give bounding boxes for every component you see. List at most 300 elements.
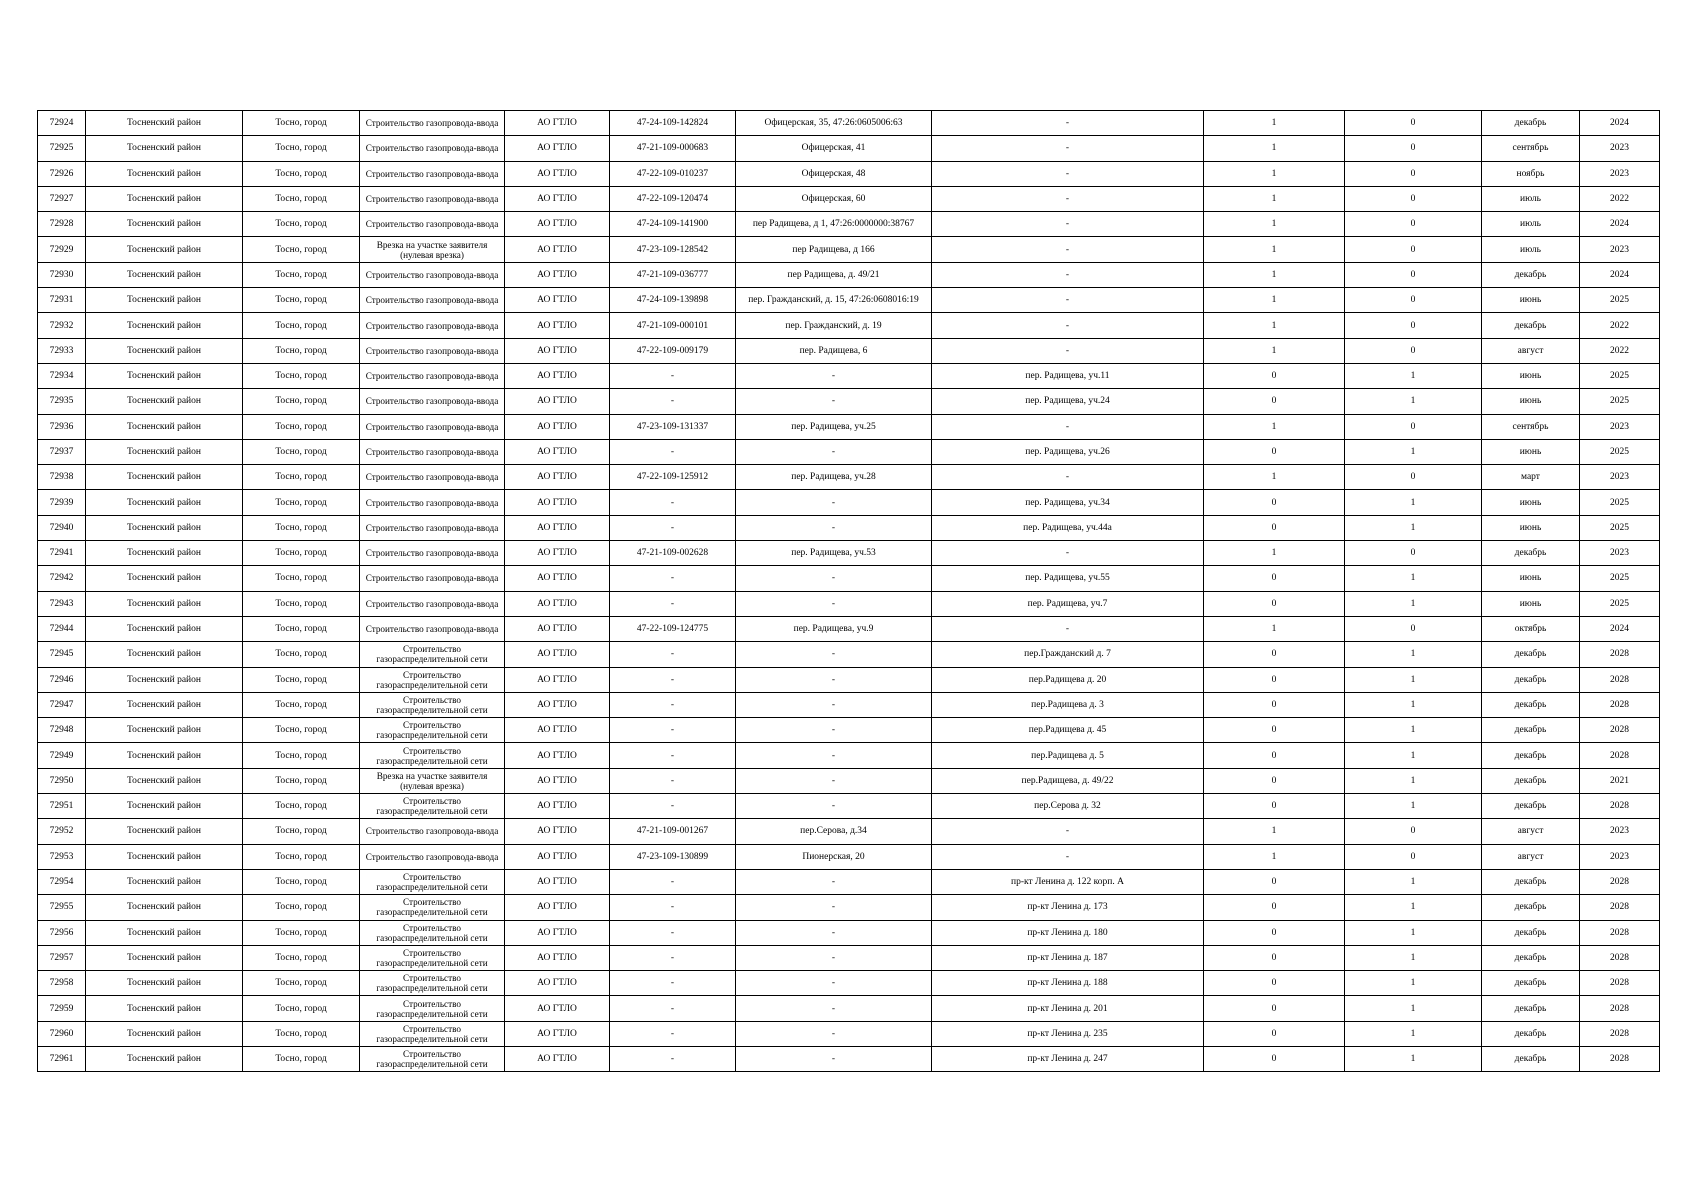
month-cell: июнь <box>1482 288 1580 313</box>
year-cell: 2025 <box>1580 288 1660 313</box>
table-row <box>38 313 1660 338</box>
work-type-cell: Строительство газораспределительной сети <box>360 996 505 1021</box>
organization-cell: АО ГТЛО <box>505 313 610 338</box>
table-row <box>38 920 1660 945</box>
organization-cell: АО ГТЛО <box>505 844 610 869</box>
count-b-cell: 0 <box>1345 111 1482 136</box>
count-b-cell: 1 <box>1345 566 1482 591</box>
object-address-cell: пер. Радищева, уч.53 <box>736 541 932 566</box>
count-a-cell: 0 <box>1204 389 1345 414</box>
locality-cell: Тосно, город <box>243 237 360 262</box>
count-b-cell: 1 <box>1345 971 1482 996</box>
year-cell: 2028 <box>1580 945 1660 970</box>
table-row <box>38 945 1660 970</box>
row-number-cell: 72953 <box>38 844 86 869</box>
organization-cell: АО ГТЛО <box>505 743 610 768</box>
row-number-cell: 72947 <box>38 692 86 717</box>
row-number-cell: 72959 <box>38 996 86 1021</box>
row-number-cell: 72952 <box>38 819 86 844</box>
application-number-cell: - <box>610 642 736 667</box>
object-address-cell: - <box>736 996 932 1021</box>
work-type-cell: Строительство газопровода-ввода <box>360 288 505 313</box>
site-address-cell: пр-кт Ленина д. 247 <box>932 1046 1204 1071</box>
row-number-cell: 72955 <box>38 895 86 920</box>
district-cell: Тосненский район <box>86 465 243 490</box>
year-cell: 2028 <box>1580 895 1660 920</box>
object-address-cell: - <box>736 642 932 667</box>
month-cell: декабрь <box>1482 718 1580 743</box>
organization-cell: АО ГТЛО <box>505 945 610 970</box>
locality-cell: Тосно, город <box>243 895 360 920</box>
row-number-cell: 72938 <box>38 465 86 490</box>
organization-cell: АО ГТЛО <box>505 136 610 161</box>
year-cell: 2028 <box>1580 667 1660 692</box>
count-a-cell: 1 <box>1204 237 1345 262</box>
locality-cell: Тосно, город <box>243 794 360 819</box>
site-address-cell: пр-кт Ленина д. 188 <box>932 971 1204 996</box>
month-cell: декабрь <box>1482 794 1580 819</box>
object-address-cell: пер. Радищева, уч.9 <box>736 616 932 641</box>
table-row <box>38 844 1660 869</box>
table-row <box>38 212 1660 237</box>
row-number-cell: 72943 <box>38 591 86 616</box>
year-cell: 2023 <box>1580 237 1660 262</box>
count-a-cell: 1 <box>1204 136 1345 161</box>
month-cell: декабрь <box>1482 262 1580 287</box>
object-address-cell: - <box>736 389 932 414</box>
object-address-cell: - <box>736 743 932 768</box>
row-number-cell: 72925 <box>38 136 86 161</box>
year-cell: 2024 <box>1580 616 1660 641</box>
work-type-cell: Строительство газопровода-ввода <box>360 363 505 388</box>
year-cell: 2021 <box>1580 768 1660 793</box>
table-row <box>38 237 1660 262</box>
month-cell: декабрь <box>1482 945 1580 970</box>
table-row <box>38 591 1660 616</box>
count-a-cell: 0 <box>1204 692 1345 717</box>
organization-cell: АО ГТЛО <box>505 515 610 540</box>
organization-cell: АО ГТЛО <box>505 212 610 237</box>
count-b-cell: 0 <box>1345 136 1482 161</box>
year-cell: 2023 <box>1580 414 1660 439</box>
month-cell: июнь <box>1482 389 1580 414</box>
table-row <box>38 1046 1660 1071</box>
locality-cell: Тосно, город <box>243 186 360 211</box>
district-cell: Тосненский район <box>86 945 243 970</box>
year-cell: 2025 <box>1580 439 1660 464</box>
object-address-cell: - <box>736 439 932 464</box>
locality-cell: Тосно, город <box>243 136 360 161</box>
object-address-cell: Офицерская, 48 <box>736 161 932 186</box>
count-a-cell: 1 <box>1204 338 1345 363</box>
organization-cell: АО ГТЛО <box>505 237 610 262</box>
table-row <box>38 439 1660 464</box>
table-row <box>38 136 1660 161</box>
site-address-cell: - <box>932 313 1204 338</box>
district-cell: Тосненский район <box>86 313 243 338</box>
locality-cell: Тосно, город <box>243 768 360 793</box>
row-number-cell: 72939 <box>38 490 86 515</box>
work-type-cell: Строительство газораспределительной сети <box>360 794 505 819</box>
count-b-cell: 1 <box>1345 389 1482 414</box>
count-a-cell: 1 <box>1204 288 1345 313</box>
row-number-cell: 72958 <box>38 971 86 996</box>
row-number-cell: 72956 <box>38 920 86 945</box>
object-address-cell: пер.Серова, д.34 <box>736 819 932 844</box>
object-address-cell: - <box>736 794 932 819</box>
work-type-cell: Строительство газораспределительной сети <box>360 743 505 768</box>
table-row <box>38 363 1660 388</box>
row-number-cell: 72937 <box>38 439 86 464</box>
year-cell: 2023 <box>1580 136 1660 161</box>
table-row <box>38 616 1660 641</box>
locality-cell: Тосно, город <box>243 313 360 338</box>
district-cell: Тосненский район <box>86 1046 243 1071</box>
count-b-cell: 1 <box>1345 1021 1482 1046</box>
table-row <box>38 515 1660 540</box>
count-b-cell: 1 <box>1345 642 1482 667</box>
work-type-cell: Строительство газопровода-ввода <box>360 591 505 616</box>
locality-cell: Тосно, город <box>243 869 360 894</box>
district-cell: Тосненский район <box>86 819 243 844</box>
object-address-cell: пер. Гражданский, д. 19 <box>736 313 932 338</box>
district-cell: Тосненский район <box>86 490 243 515</box>
district-cell: Тосненский район <box>86 971 243 996</box>
district-cell: Тосненский район <box>86 1021 243 1046</box>
district-cell: Тосненский район <box>86 616 243 641</box>
work-type-cell: Строительство газопровода-ввода <box>360 111 505 136</box>
count-a-cell: 0 <box>1204 591 1345 616</box>
row-number-cell: 72932 <box>38 313 86 338</box>
site-address-cell: - <box>932 338 1204 363</box>
row-number-cell: 72945 <box>38 642 86 667</box>
organization-cell: АО ГТЛО <box>505 768 610 793</box>
table-row <box>38 338 1660 363</box>
month-cell: декабрь <box>1482 895 1580 920</box>
table-row <box>38 718 1660 743</box>
application-number-cell: - <box>610 515 736 540</box>
table-row <box>38 743 1660 768</box>
count-a-cell: 0 <box>1204 515 1345 540</box>
count-a-cell: 1 <box>1204 111 1345 136</box>
application-number-cell: 47-22-109-125912 <box>610 465 736 490</box>
object-address-cell: пер. Радищева, 6 <box>736 338 932 363</box>
row-number-cell: 72936 <box>38 414 86 439</box>
row-number-cell: 72957 <box>38 945 86 970</box>
table-row <box>38 111 1660 136</box>
month-cell: декабрь <box>1482 920 1580 945</box>
work-type-cell: Строительство газопровода-ввода <box>360 515 505 540</box>
year-cell: 2022 <box>1580 338 1660 363</box>
year-cell: 2028 <box>1580 996 1660 1021</box>
district-cell: Тосненский район <box>86 186 243 211</box>
locality-cell: Тосно, город <box>243 541 360 566</box>
district-cell: Тосненский район <box>86 389 243 414</box>
site-address-cell: пер.Серова д. 32 <box>932 794 1204 819</box>
work-type-cell: Строительство газопровода-ввода <box>360 566 505 591</box>
district-cell: Тосненский район <box>86 566 243 591</box>
application-number-cell: - <box>610 490 736 515</box>
site-address-cell: пер. Радищева, уч.34 <box>932 490 1204 515</box>
table-row <box>38 895 1660 920</box>
site-address-cell: пер. Радищева, уч.11 <box>932 363 1204 388</box>
application-number-cell: - <box>610 895 736 920</box>
application-number-cell: 47-21-109-000101 <box>610 313 736 338</box>
locality-cell: Тосно, город <box>243 1021 360 1046</box>
organization-cell: АО ГТЛО <box>505 895 610 920</box>
object-address-cell: - <box>736 920 932 945</box>
year-cell: 2028 <box>1580 794 1660 819</box>
site-address-cell: - <box>932 136 1204 161</box>
district-cell: Тосненский район <box>86 439 243 464</box>
count-a-cell: 1 <box>1204 844 1345 869</box>
application-number-cell: 47-24-109-141900 <box>610 212 736 237</box>
row-number-cell: 72934 <box>38 363 86 388</box>
row-number-cell: 72951 <box>38 794 86 819</box>
district-cell: Тосненский район <box>86 515 243 540</box>
locality-cell: Тосно, город <box>243 566 360 591</box>
object-address-cell: пер Радищева, д 166 <box>736 237 932 262</box>
work-type-cell: Строительство газораспределительной сети <box>360 692 505 717</box>
year-cell: 2022 <box>1580 313 1660 338</box>
table-row <box>38 794 1660 819</box>
organization-cell: АО ГТЛО <box>505 920 610 945</box>
count-b-cell: 1 <box>1345 945 1482 970</box>
site-address-cell: пер.Гражданский д. 7 <box>932 642 1204 667</box>
count-b-cell: 0 <box>1345 313 1482 338</box>
work-type-cell: Строительство газопровода-ввода <box>360 161 505 186</box>
site-address-cell: пер. Радищева, уч.44а <box>932 515 1204 540</box>
locality-cell: Тосно, город <box>243 667 360 692</box>
month-cell: март <box>1482 465 1580 490</box>
locality-cell: Тосно, город <box>243 743 360 768</box>
year-cell: 2028 <box>1580 920 1660 945</box>
work-type-cell: Строительство газопровода-ввода <box>360 262 505 287</box>
row-number-cell: 72949 <box>38 743 86 768</box>
year-cell: 2025 <box>1580 363 1660 388</box>
work-type-cell: Строительство газопровода-ввода <box>360 439 505 464</box>
application-number-cell: 47-22-109-124775 <box>610 616 736 641</box>
table-row <box>38 692 1660 717</box>
year-cell: 2024 <box>1580 262 1660 287</box>
object-address-cell: - <box>736 971 932 996</box>
month-cell: июль <box>1482 237 1580 262</box>
district-cell: Тосненский район <box>86 768 243 793</box>
count-b-cell: 1 <box>1345 768 1482 793</box>
table-row <box>38 262 1660 287</box>
locality-cell: Тосно, город <box>243 945 360 970</box>
year-cell: 2024 <box>1580 212 1660 237</box>
locality-cell: Тосно, город <box>243 591 360 616</box>
count-a-cell: 0 <box>1204 363 1345 388</box>
year-cell: 2028 <box>1580 642 1660 667</box>
work-type-cell: Строительство газораспределительной сети <box>360 869 505 894</box>
month-cell: декабрь <box>1482 996 1580 1021</box>
organization-cell: АО ГТЛО <box>505 819 610 844</box>
organization-cell: АО ГТЛО <box>505 161 610 186</box>
row-number-cell: 72931 <box>38 288 86 313</box>
count-a-cell: 1 <box>1204 465 1345 490</box>
count-b-cell: 0 <box>1345 414 1482 439</box>
object-address-cell: пер. Радищева, уч.28 <box>736 465 932 490</box>
work-type-cell: Врезка на участке заявителя (нулевая врезка) <box>360 768 505 793</box>
count-a-cell: 0 <box>1204 869 1345 894</box>
row-number-cell: 72954 <box>38 869 86 894</box>
site-address-cell: - <box>932 616 1204 641</box>
application-number-cell: 47-22-109-010237 <box>610 161 736 186</box>
count-b-cell: 1 <box>1345 794 1482 819</box>
month-cell: декабрь <box>1482 667 1580 692</box>
count-a-cell: 1 <box>1204 414 1345 439</box>
count-b-cell: 1 <box>1345 667 1482 692</box>
district-cell: Тосненский район <box>86 743 243 768</box>
count-a-cell: 0 <box>1204 1046 1345 1071</box>
count-a-cell: 1 <box>1204 819 1345 844</box>
application-number-cell: - <box>610 363 736 388</box>
work-type-cell: Строительство газопровода-ввода <box>360 414 505 439</box>
district-cell: Тосненский район <box>86 338 243 363</box>
site-address-cell: пер. Радищева, уч.24 <box>932 389 1204 414</box>
year-cell: 2025 <box>1580 515 1660 540</box>
count-b-cell: 0 <box>1345 616 1482 641</box>
table-row <box>38 465 1660 490</box>
year-cell: 2023 <box>1580 541 1660 566</box>
count-b-cell: 1 <box>1345 591 1482 616</box>
site-address-cell: пр-кт Ленина д. 122 корп. А <box>932 869 1204 894</box>
table-row <box>38 186 1660 211</box>
site-address-cell: пер. Радищева, уч.55 <box>932 566 1204 591</box>
work-type-cell: Строительство газопровода-ввода <box>360 212 505 237</box>
organization-cell: АО ГТЛО <box>505 591 610 616</box>
locality-cell: Тосно, город <box>243 212 360 237</box>
table-row <box>38 768 1660 793</box>
locality-cell: Тосно, город <box>243 439 360 464</box>
district-cell: Тосненский район <box>86 895 243 920</box>
month-cell: декабрь <box>1482 1046 1580 1071</box>
month-cell: июнь <box>1482 363 1580 388</box>
work-type-cell: Строительство газопровода-ввода <box>360 465 505 490</box>
application-number-cell: 47-21-109-002628 <box>610 541 736 566</box>
organization-cell: АО ГТЛО <box>505 616 610 641</box>
district-cell: Тосненский район <box>86 111 243 136</box>
district-cell: Тосненский район <box>86 237 243 262</box>
row-number-cell: 72927 <box>38 186 86 211</box>
object-address-cell: - <box>736 490 932 515</box>
table-row <box>38 869 1660 894</box>
table-row <box>38 288 1660 313</box>
year-cell: 2028 <box>1580 1021 1660 1046</box>
count-b-cell: 1 <box>1345 996 1482 1021</box>
organization-cell: АО ГТЛО <box>505 186 610 211</box>
object-address-cell: пер Радищева, д 1, 47:26:0000000:38767 <box>736 212 932 237</box>
table-row <box>38 642 1660 667</box>
count-a-cell: 0 <box>1204 996 1345 1021</box>
work-type-cell: Строительство газопровода-ввода <box>360 338 505 363</box>
district-cell: Тосненский район <box>86 996 243 1021</box>
organization-cell: АО ГТЛО <box>505 414 610 439</box>
application-number-cell: - <box>610 718 736 743</box>
organization-cell: АО ГТЛО <box>505 869 610 894</box>
site-address-cell: пр-кт Ленина д. 180 <box>932 920 1204 945</box>
locality-cell: Тосно, город <box>243 338 360 363</box>
locality-cell: Тосно, город <box>243 996 360 1021</box>
locality-cell: Тосно, город <box>243 414 360 439</box>
month-cell: июнь <box>1482 566 1580 591</box>
work-type-cell: Строительство газопровода-ввода <box>360 136 505 161</box>
object-address-cell: - <box>736 718 932 743</box>
month-cell: декабрь <box>1482 768 1580 793</box>
object-address-cell: Офицерская, 35, 47:26:0605006:63 <box>736 111 932 136</box>
year-cell: 2023 <box>1580 465 1660 490</box>
locality-cell: Тосно, город <box>243 692 360 717</box>
organization-cell: АО ГТЛО <box>505 111 610 136</box>
work-type-cell: Строительство газораспределительной сети <box>360 667 505 692</box>
count-b-cell: 0 <box>1345 262 1482 287</box>
month-cell: декабрь <box>1482 971 1580 996</box>
table-row <box>38 566 1660 591</box>
application-number-cell: 47-23-109-130899 <box>610 844 736 869</box>
month-cell: август <box>1482 844 1580 869</box>
count-a-cell: 0 <box>1204 971 1345 996</box>
month-cell: декабрь <box>1482 111 1580 136</box>
count-a-cell: 0 <box>1204 743 1345 768</box>
count-a-cell: 0 <box>1204 439 1345 464</box>
organization-cell: АО ГТЛО <box>505 439 610 464</box>
district-cell: Тосненский район <box>86 642 243 667</box>
district-cell: Тосненский район <box>86 161 243 186</box>
site-address-cell: - <box>932 186 1204 211</box>
application-number-cell: - <box>610 920 736 945</box>
district-cell: Тосненский район <box>86 212 243 237</box>
organization-cell: АО ГТЛО <box>505 490 610 515</box>
site-address-cell: - <box>932 161 1204 186</box>
month-cell: декабрь <box>1482 692 1580 717</box>
month-cell: ноябрь <box>1482 161 1580 186</box>
table-body <box>38 111 1660 1072</box>
row-number-cell: 72948 <box>38 718 86 743</box>
year-cell: 2022 <box>1580 186 1660 211</box>
count-b-cell: 1 <box>1345 743 1482 768</box>
application-number-cell: 47-23-109-128542 <box>610 237 736 262</box>
year-cell: 2028 <box>1580 718 1660 743</box>
month-cell: сентябрь <box>1482 136 1580 161</box>
count-b-cell: 1 <box>1345 895 1482 920</box>
site-address-cell: пр-кт Ленина д. 235 <box>932 1021 1204 1046</box>
organization-cell: АО ГТЛО <box>505 338 610 363</box>
count-a-cell: 0 <box>1204 895 1345 920</box>
count-b-cell: 1 <box>1345 439 1482 464</box>
month-cell: июнь <box>1482 515 1580 540</box>
site-address-cell: пер.Радищева д. 5 <box>932 743 1204 768</box>
row-number-cell: 72929 <box>38 237 86 262</box>
table-row <box>38 971 1660 996</box>
month-cell: декабрь <box>1482 743 1580 768</box>
application-number-cell: 47-21-109-036777 <box>610 262 736 287</box>
count-a-cell: 0 <box>1204 642 1345 667</box>
application-number-cell: 47-21-109-000683 <box>610 136 736 161</box>
year-cell: 2025 <box>1580 566 1660 591</box>
locality-cell: Тосно, город <box>243 515 360 540</box>
locality-cell: Тосно, город <box>243 363 360 388</box>
organization-cell: АО ГТЛО <box>505 389 610 414</box>
district-cell: Тосненский район <box>86 667 243 692</box>
site-address-cell: - <box>932 237 1204 262</box>
month-cell: декабрь <box>1482 1021 1580 1046</box>
count-a-cell: 1 <box>1204 212 1345 237</box>
site-address-cell: - <box>932 465 1204 490</box>
count-b-cell: 0 <box>1345 541 1482 566</box>
month-cell: июнь <box>1482 439 1580 464</box>
